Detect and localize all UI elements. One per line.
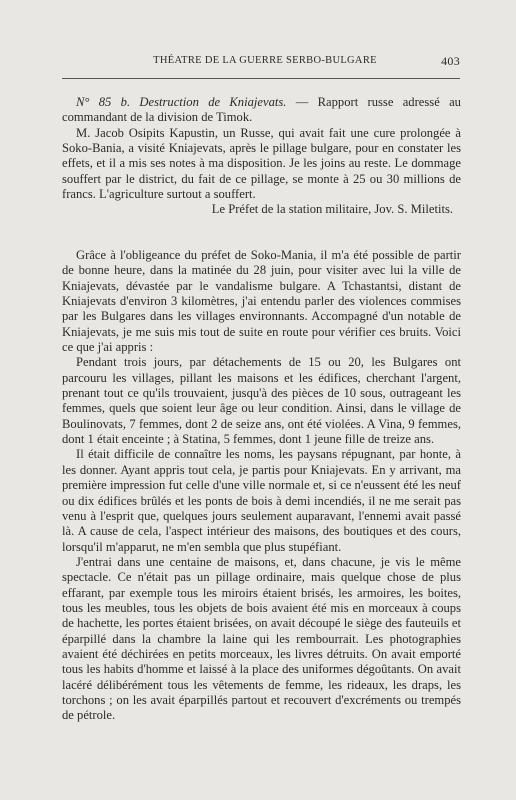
notes-paragraph-3: Il était difficile de connaître les noms, les paysans répugnant, par honte, à les donner. Ayant appris tout cela, je partis pour Kniajevats. En y arrivant, ma première impression fut celle d'une ville normale et, si ce n'eussent été les neuf ou dix édifices brûlés et les ponts de bois à demi incendiés, il ne me serait pas venu à l'esprit que, quelques jours seulement auparavant, l'ennemi avait passé là. A cause de cela, l'aspect intérieur des maisons, des boutiques et des cours, lorsqu'il m'apparut, ne m'en sembla que plus stupéfiant. [62, 447, 461, 554]
report-intro: — Rapport russe adressé au commandant de la division de Timok. [62, 95, 461, 125]
report-signature: Le Préfet de la station militaire, Jov. S. Miletits. [211, 202, 453, 217]
notes-paragraph-1: Grâce à l'obligeance du préfet de Soko-Mania, il m'a été possible de partir de bonne heure, dans la matinée du 28 juin, pour visiter avec lui la ville de Kniajevats, dévastée par le vandalisme bulgare. A Tchastantsi, distant de Kniajevats d'environ 3 kilomètres, j'ai entendu parler des violences commises par les Bulgares dans les villages environnants. Accompagné d'un notable de Kniajevats, je me suis mis tout de suite en route pour vérifier ces bruits. Voici ce que j'ai appris : [62, 248, 461, 355]
report-paragraph: M. Jacob Osipits Kapustin, un Russe, qui avait fait une cure prolongée à Soko-Bania, a visité Kniajevats, après le pillage bulgare, pour en constater les effets, et il a mis ses notes à ma disposition. Je les joins au reste. Le dommage souffert par le district, du fait de ce pillage, se monte à 25 ou 30 millions de francs. L'agriculture surtout a souffert. [62, 125, 461, 202]
report-heading [62, 95, 461, 126]
report-block [62, 95, 461, 218]
report-number: N° 85 b. [76, 95, 131, 109]
report-title: Destruction de Kniajevats. [139, 95, 287, 109]
notes-paragraph-2: Pendant trois jours, par détachements de 15 ou 20, les Bulgares ont parcouru les villages, pillant les maisons et les édifices, cherchant l'argent, prenant tout ce qu'ils trouvaient, jusqu'à des pièces de 10 sous, outrageant les femmes, quels que soient leur âge ou leur condition. Ainsi, dans le village de Boulinovats, 7 femmes, dont 2 de seize ans, ont été violées. A Vina, 9 femmes, dont 1 était enceinte ; à Statina, 5 femmes, dont 1 jeune fille de treize ans. [62, 355, 461, 447]
running-head [70, 55, 460, 73]
running-title: THÉATRE DE LA GUERRE SERBO-BULGARE [153, 55, 377, 66]
notes-paragraph-4: J'entrai dans une centaine de maisons, et, dans chacune, je vis le même spectacle. Ce n'était pas un pillage ordinaire, mais quelque chose de plus effarant, par exemple tous les miroirs étaient brisés, les armoires, les boites, tous les meubles, tous les objets de bois avaient été mis en morceaux à coups de hachette, les portes étaient brisées, on avait découpé le siège des fauteuils et éparpillé dans la chambre la laine qui les rembourrait. Les photographies avaient été déchirées en petits morceaux, les livres détruits. On avait emporté tous les habits d'homme et laissé à la place des uniformes dégoûtants. On avait lacéré délibérément tous les vêtements de femme, les rideaux, les draps, les torchons ; on les avait éparpillés partout et recouvert d'excréments ou trempés de pétrole. [62, 554, 461, 723]
header-rule [62, 78, 460, 79]
notes-block [62, 248, 461, 724]
page-number: 403 [441, 54, 460, 68]
